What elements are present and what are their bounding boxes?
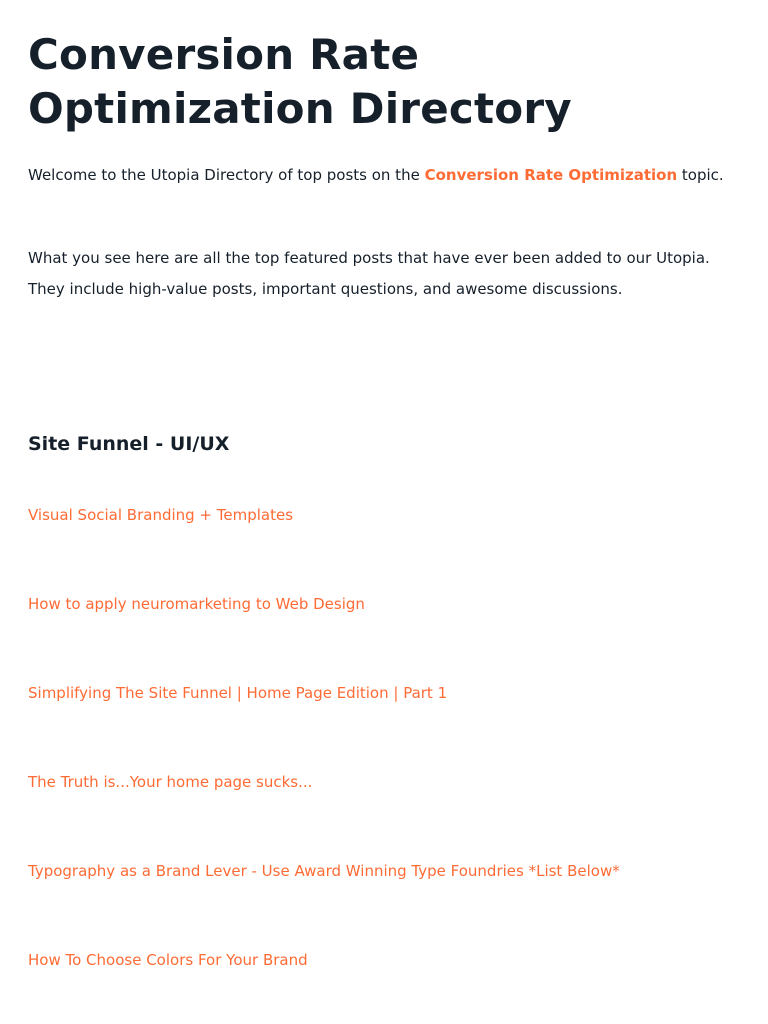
post-list [28, 505, 740, 1024]
intro-suffix: topic. [677, 166, 724, 184]
section-heading: Site Funnel - UI/UX [28, 433, 230, 455]
description-line-2: They include high-value posts, important questions, and awesome discussions. [28, 280, 623, 298]
post-link[interactable]: Typography as a Brand Lever - Use Award Winning Type Foundries *List Below* [28, 862, 620, 880]
post-link[interactable]: The Truth is...Your home page sucks... [28, 773, 313, 791]
post-link[interactable]: Visual Social Branding + Templates [28, 506, 294, 524]
description-line-1: What you see here are all the top featured posts that have ever been added to our Utopia. [28, 249, 710, 267]
page-title: Conversion Rate Optimization Directory [28, 30, 572, 133]
list-item [28, 683, 740, 772]
post-link[interactable]: Simplifying The Site Funnel | Home Page Edition | Part 1 [28, 684, 448, 702]
post-link[interactable]: How To Choose Colors For Your Brand [28, 951, 308, 969]
intro-paragraph [28, 162, 740, 188]
list-item [28, 505, 740, 594]
description-paragraph [28, 243, 740, 305]
list-item [28, 594, 740, 683]
list-item [28, 772, 740, 861]
post-link[interactable]: How to apply neuromarketing to Web Design [28, 595, 365, 613]
list-item [28, 950, 740, 1024]
topic-link[interactable]: Conversion Rate Optimization [424, 166, 678, 184]
list-item [28, 861, 740, 950]
intro-prefix: Welcome to the Utopia Directory of top posts on the [28, 166, 425, 184]
